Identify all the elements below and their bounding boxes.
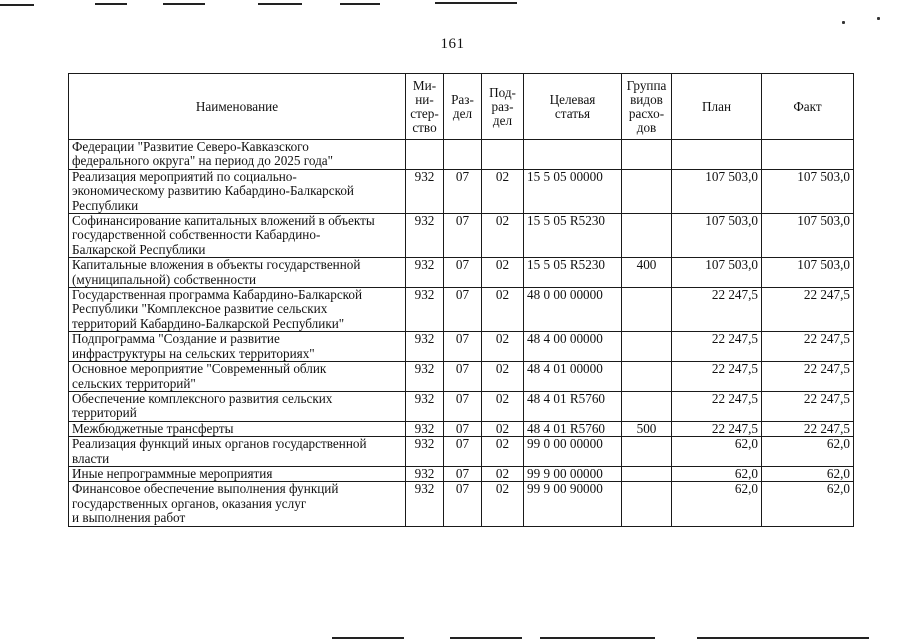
cell-section: 07 [444,258,482,288]
cell-fact: 62,0 [762,466,854,481]
scan-speck [842,21,845,24]
cell-name-line: Софинансирование капитальных вложений в объекты [72,213,375,229]
cell-section: 07 [444,332,482,362]
cell-ministry: 932 [406,258,444,288]
cell-name [69,482,406,526]
cell-plan: 62,0 [672,482,762,526]
cell-subsection: 02 [482,482,524,526]
cell-name-line: Капитальные вложения в объекты государственной [72,257,361,273]
cell-ministry: 932 [406,421,444,436]
cell-subsection: 02 [482,421,524,436]
cell-name-line: Финансовое обеспечение выполнения функций [72,481,339,497]
cell-name-line: инфраструктуры на сельских территориях" [72,345,315,361]
cell-subsection: 02 [482,362,524,392]
cell-plan [672,140,762,170]
cell-subsection: 02 [482,437,524,467]
cell-name-line: федерального округа" на период до 2025 года" [72,153,334,169]
table-row [69,214,854,258]
table-row [69,362,854,392]
cell-target: 48 4 01 R5760 [524,421,622,436]
cell-ministry: 932 [406,332,444,362]
page-number: 161 [440,36,465,52]
cell-name-line: Реализация функций иных органов государственной [72,436,367,452]
scan-artifact-line [258,3,302,5]
cell-plan: 22 247,5 [672,288,762,332]
cell-fact: 62,0 [762,437,854,467]
cell-expense-group [622,214,672,258]
cell-fact: 107 503,0 [762,214,854,258]
cell-expense-group [622,482,672,526]
cell-name-line: Основное мероприятие "Современный облик [72,361,327,377]
cell-name-line: Реализация мероприятий по социально- [72,168,297,184]
cell-subsection: 02 [482,258,524,288]
table-row [69,332,854,362]
cell-name [69,437,406,467]
cell-target: 48 0 00 00000 [524,288,622,332]
cell-name-line: власти [72,450,110,466]
cell-name-line: Межбюджетные трансферты [72,420,234,436]
cell-subsection: 02 [482,288,524,332]
cell-name [69,214,406,258]
cell-plan: 22 247,5 [672,421,762,436]
header-ministry: Ми- ни- стер- ство [406,74,444,140]
scan-speck [877,17,880,20]
header-subsection: Под- раз- дел [482,74,524,140]
table-row [69,391,854,421]
cell-target: 99 9 00 00000 [524,466,622,481]
cell-expense-group [622,391,672,421]
cell-section: 07 [444,466,482,481]
cell-target: 99 0 00 00000 [524,437,622,467]
cell-plan: 22 247,5 [672,332,762,362]
cell-section: 07 [444,437,482,467]
cell-fact: 22 247,5 [762,362,854,392]
cell-name [69,258,406,288]
table-row [69,466,854,481]
cell-ministry: 932 [406,214,444,258]
header-fact: Факт [762,74,854,140]
cell-name-line: территорий [72,405,137,421]
cell-fact: 62,0 [762,482,854,526]
cell-section: 07 [444,169,482,213]
cell-target: 48 4 01 R5760 [524,391,622,421]
cell-name-line: Подпрограмма "Создание и развитие [72,331,280,347]
cell-subsection: 02 [482,214,524,258]
table-row [69,169,854,213]
cell-name-line: территорий Кабардино-Балкарской Республики" [72,315,345,331]
header-section: Раз- дел [444,74,482,140]
cell-name-line: экономическому развитию Кабардино-Балкарской [72,183,354,199]
cell-subsection: 02 [482,466,524,481]
cell-name-line: Государственная программа Кабардино-Балкарской [72,287,363,303]
cell-target [524,140,622,170]
table-row [69,140,854,170]
cell-section: 07 [444,214,482,258]
cell-name-line: (муниципальной) собственности [72,271,257,287]
scan-artifact-line [163,3,205,5]
table-row [69,421,854,436]
cell-section: 07 [444,421,482,436]
cell-expense-group: 400 [622,258,672,288]
cell-expense-group [622,288,672,332]
header-plan: План [672,74,762,140]
cell-ministry: 932 [406,482,444,526]
scan-artifact-line [0,4,34,6]
cell-expense-group [622,169,672,213]
cell-fact: 107 503,0 [762,258,854,288]
cell-ministry: 932 [406,362,444,392]
table-row [69,288,854,332]
scan-artifact-line [95,3,127,5]
cell-target: 15 5 05 R5230 [524,214,622,258]
cell-subsection: 02 [482,332,524,362]
cell-expense-group: 500 [622,421,672,436]
cell-expense-group [622,466,672,481]
cell-ministry: 932 [406,437,444,467]
cell-ministry [406,140,444,170]
table-row [69,258,854,288]
cell-plan: 62,0 [672,437,762,467]
cell-name-line: и выполнения работ [72,510,186,526]
cell-expense-group [622,332,672,362]
header-expense-group: Группа видов расхо- дов [622,74,672,140]
cell-target: 99 9 00 90000 [524,482,622,526]
cell-section: 07 [444,362,482,392]
cell-fact: 22 247,5 [762,332,854,362]
cell-fact: 22 247,5 [762,391,854,421]
cell-name [69,140,406,170]
cell-fact: 22 247,5 [762,421,854,436]
cell-name [69,288,406,332]
cell-expense-group [622,140,672,170]
scan-artifact-line [697,637,869,639]
cell-plan: 22 247,5 [672,362,762,392]
cell-section: 07 [444,391,482,421]
cell-ministry: 932 [406,288,444,332]
cell-name-line: государственных органов, оказания услуг [72,495,307,511]
cell-fact [762,140,854,170]
cell-plan: 107 503,0 [672,214,762,258]
cell-name [69,332,406,362]
cell-subsection [482,140,524,170]
cell-name-line: сельских территорий" [72,375,196,391]
table-row [69,437,854,467]
cell-fact: 22 247,5 [762,288,854,332]
cell-plan: 107 503,0 [672,169,762,213]
cell-target: 15 5 05 R5230 [524,258,622,288]
cell-name [69,391,406,421]
scan-artifact-line [340,3,380,5]
cell-name-line: Республики "Комплексное развитие сельских [72,301,328,317]
cell-target: 48 4 01 00000 [524,362,622,392]
cell-ministry: 932 [406,391,444,421]
cell-section: 07 [444,288,482,332]
cell-name-line: государственной собственности Кабардино- [72,227,321,243]
cell-name-line: Иные непрограммные мероприятия [72,465,273,481]
cell-name-line: Балкарской Республики [72,241,206,257]
scan-artifact-line [435,2,517,4]
cell-name-line: Республики [72,197,139,213]
scan-artifact-line [332,637,404,639]
cell-name [69,362,406,392]
cell-plan: 107 503,0 [672,258,762,288]
cell-fact: 107 503,0 [762,169,854,213]
header-name: Наименование [69,74,406,140]
cell-subsection: 02 [482,391,524,421]
cell-plan: 22 247,5 [672,391,762,421]
scan-artifact-line [540,637,655,639]
cell-name [69,421,406,436]
cell-target: 48 4 00 00000 [524,332,622,362]
cell-name-line: Обеспечение комплексного развития сельских [72,390,333,406]
cell-name [69,466,406,481]
cell-section [444,140,482,170]
cell-section: 07 [444,482,482,526]
cell-ministry: 932 [406,169,444,213]
cell-ministry: 932 [406,466,444,481]
cell-name [69,169,406,213]
cell-target: 15 5 05 00000 [524,169,622,213]
cell-expense-group [622,437,672,467]
cell-plan: 62,0 [672,466,762,481]
table-row [69,482,854,526]
scan-artifact-line [450,637,522,639]
budget-table [68,73,854,527]
cell-subsection: 02 [482,169,524,213]
table-header-row [69,74,854,140]
cell-expense-group [622,362,672,392]
header-target: Целевая статья [524,74,622,140]
cell-name-line: Федерации "Развитие Северо-Кавказского [72,139,309,154]
